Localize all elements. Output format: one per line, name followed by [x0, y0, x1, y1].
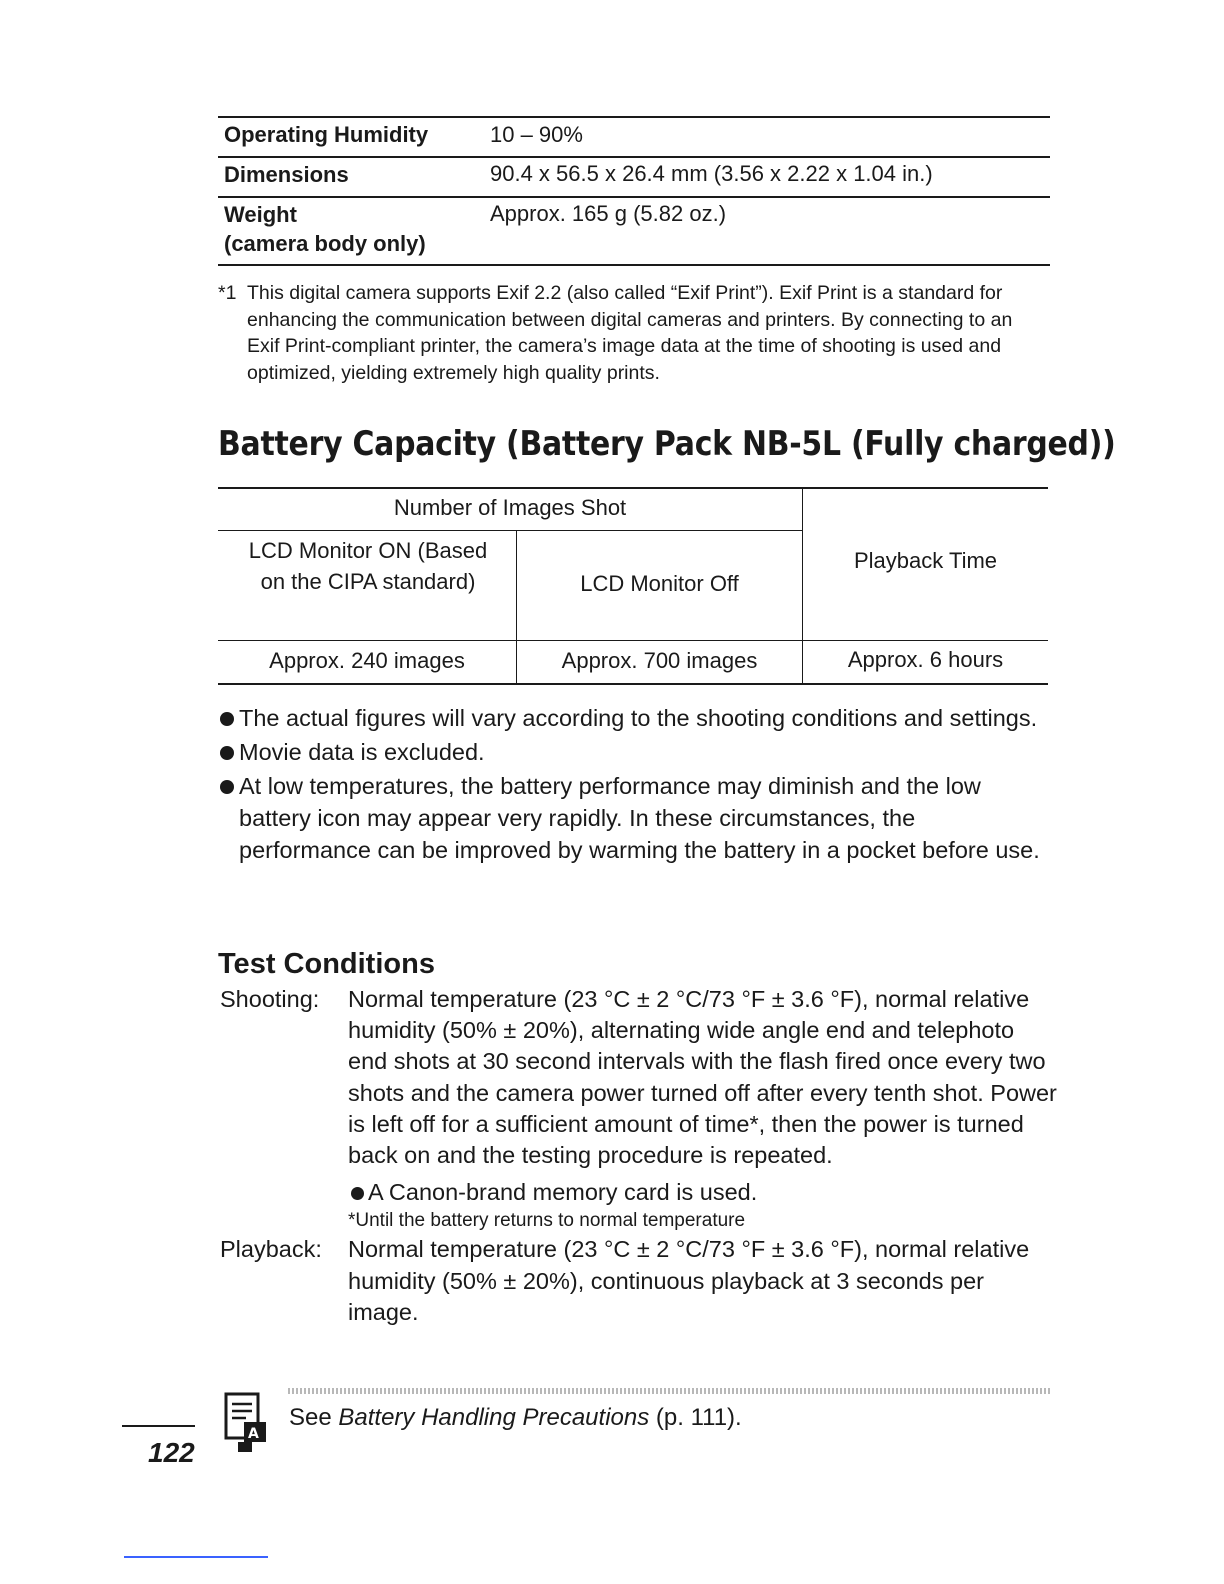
edge-mark: [124, 1556, 268, 1558]
shooting-note: A Canon-brand memory card is used.: [368, 1179, 758, 1206]
test-conditions: [218, 984, 1058, 1328]
battery-notes: [218, 702, 1048, 866]
reference-suffix: (p. 111).: [649, 1404, 742, 1431]
footnote-marker: *1: [218, 282, 237, 304]
group-header: Number of Images Shot: [393, 495, 627, 520]
spec-row-weight: [218, 196, 1050, 266]
bullet-icon: [220, 780, 234, 794]
playback-text: Normal temperature (23 °C ± 2 °C/73 °F ± 3.6 °F), normal relative humidity (50% ± 20%), continuous playback at 3 seconds per image.: [348, 1236, 1030, 1325]
battery-capacity-heading: Battery Capacity (Battery Pack NB-5L (Fully charged)): [218, 424, 1116, 464]
col-header-playback: Playback Time: [853, 548, 998, 573]
reference-title: Battery Handling Precautions: [338, 1404, 650, 1431]
footnote: [218, 280, 1050, 386]
note-text: The actual figures will vary according to the shooting conditions and settings.: [239, 705, 1038, 731]
footnote-text: This digital camera supports Exif 2.2 (also called “Exif Print”). Exif Print is a standard for enhancing the communication between digital cameras and printers. By connecting to an Exif Print-compliant printer, the camera’s image data at the time of shooting is used and optimized, yielding extremely high quality prints.: [247, 282, 1013, 384]
reference-link[interactable]: [289, 1404, 742, 1432]
playback-block: [218, 1234, 1058, 1328]
table-rule: [218, 683, 1048, 685]
spec-value: 10 – 90%: [490, 122, 583, 147]
table-rule: [218, 530, 802, 531]
playback-label: Playback:: [220, 1236, 322, 1263]
bullet-icon: [220, 746, 234, 760]
spec-label: Weight: [224, 202, 297, 227]
shooting-block: [218, 984, 1058, 1234]
dotted-divider: [288, 1388, 1050, 1394]
value-playback: Approx. 6 hours: [847, 647, 1004, 672]
page-number: 122: [148, 1437, 195, 1468]
list-item: [218, 736, 1048, 768]
table-rule: [218, 487, 1048, 489]
spec-value: 90.4 x 56.5 x 26.4 mm (3.56 x 2.22 x 1.04 in.): [490, 161, 933, 186]
spec-table: [218, 116, 1050, 266]
shooting-text: Normal temperature (23 °C ± 2 °C/73 °F ± 3.6 °F), normal relative humidity (50% ± 20%), alternating wide angle end and telephoto end shots at 30 second intervals with the flash fired once every two shots and the camera power turned off after every tenth shot. Power is left off for a sufficient amount of time*, then the power is turned back on and the testing procedure is repeated.: [348, 986, 1057, 1169]
spec-row-humidity: [218, 116, 1050, 156]
col-header-lcd-on: LCD Monitor ON (Based on the CIPA standard): [248, 538, 488, 594]
value-lcd-off: Approx. 700 images: [561, 648, 758, 673]
col-header-lcd-off: LCD Monitor Off: [580, 571, 739, 596]
battery-table: [218, 487, 1048, 685]
spec-label: Dimensions: [224, 162, 349, 187]
page-number-rule: [122, 1425, 195, 1427]
spec-label: Operating Humidity: [224, 122, 429, 147]
spec-row-dimensions: [218, 156, 1050, 196]
value-lcd-on: Approx. 240 images: [269, 648, 465, 673]
shooting-label: Shooting:: [220, 986, 320, 1012]
svg-text:A: A: [248, 1426, 259, 1442]
note-text: Movie data is excluded.: [239, 739, 485, 765]
spec-value: Approx. 165 g (5.82 oz.): [490, 201, 727, 226]
test-conditions-heading: Test Conditions: [218, 948, 435, 980]
asterisk-note: *Until the battery returns to normal temperature: [348, 1210, 746, 1232]
bullet-icon: [220, 712, 234, 726]
note-text: At low temperatures, the battery performance may diminish and the low battery icon may appear very rapidly. In these circumstances, the performance can be improved by warming the battery in a pocket before use.: [239, 773, 1040, 863]
spec-label-sub: (camera body only): [224, 231, 426, 256]
table-rule: [218, 640, 1048, 641]
list-item: [218, 702, 1048, 734]
list-item: [348, 1177, 1058, 1208]
memo-icon: [224, 1392, 270, 1454]
reference-prefix: See: [289, 1404, 339, 1431]
list-item: [218, 770, 1048, 866]
bullet-icon: [351, 1187, 364, 1200]
